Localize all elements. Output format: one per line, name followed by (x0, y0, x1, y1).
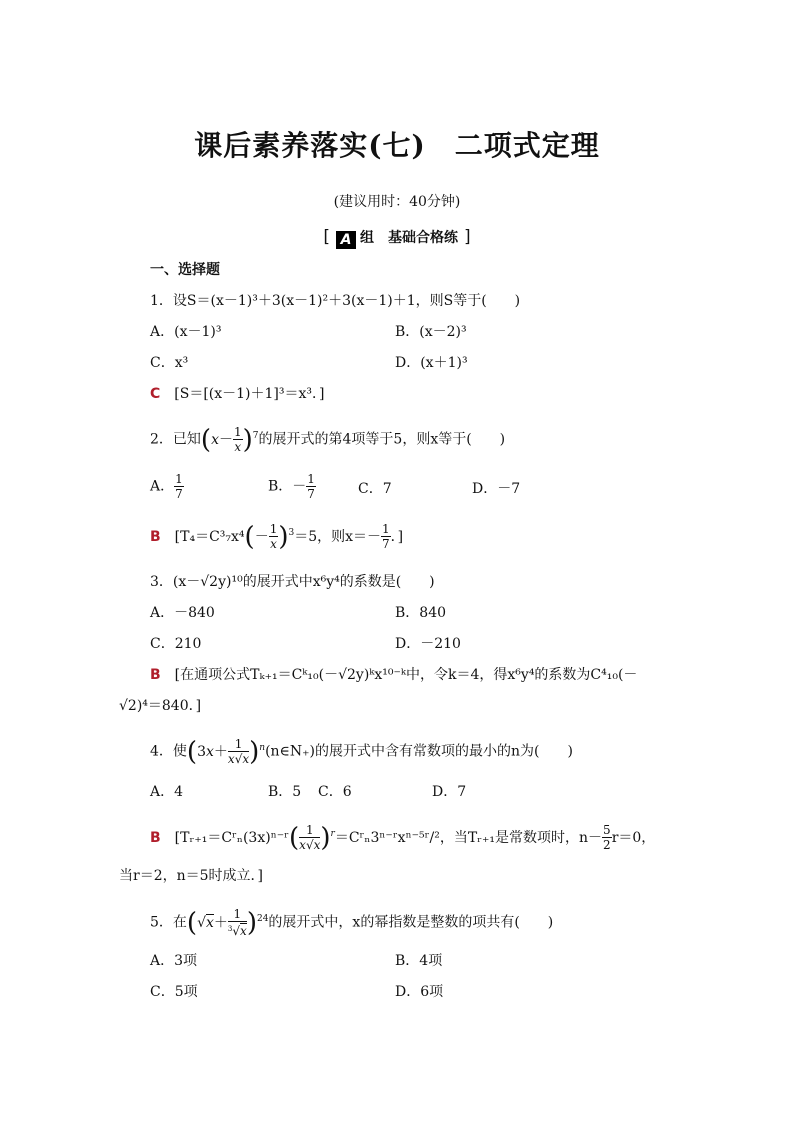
q2-expression: (x－ $\frac{1}{x}$ )$^7$ (200, 424, 259, 455)
q1-option-c: C．x³ (150, 355, 189, 371)
q2-suffix: 的展开式的第4项等于5，则x等于( ) (258, 431, 506, 448)
q4-prefix: 4．使 (150, 743, 187, 760)
group-bracket-left: [ (323, 227, 330, 247)
q4-option-c: C．6 (318, 784, 352, 800)
q5-option-a: A．3项 (150, 953, 198, 969)
q3-stem: 3．(x－√2y)¹⁰的展开式中x⁶y⁴的系数是( ) (150, 574, 435, 590)
q3-explanation-1: [在通项公式Tₖ₊₁＝Cᵏ₁₀(－√2y)ᵏx¹⁰⁻ᵏ中，令k＝4，得x⁶y⁴的系数为C⁴₁₀(－ (174, 667, 638, 683)
q5-option-d: D．6项 (395, 984, 444, 1000)
q5-stem (150, 907, 553, 938)
q3-answer: B (150, 667, 161, 683)
q1-answer: C (150, 386, 161, 402)
q4-suffix: (n∈N₊)的展开式中含有常数项的最小的n为( ) (265, 743, 573, 760)
group-heading (0, 227, 794, 249)
q3-option-d: D．－210 (395, 636, 461, 652)
q3-explanation-2: √2)⁴＝840．] (119, 698, 202, 714)
q2-stem (150, 425, 505, 454)
q2-explanation: [T₄＝C³₇x⁴(－ $\frac{1}{x}$ )$^3$＝5，则x＝－ $\frac{1}{7}$ ．] (174, 521, 404, 552)
q1-stem: 1．设S＝(x－1)³＋3(x－1)²＋3(x－1)＋1，则S等于( ) (150, 293, 521, 309)
q3-answer-line (150, 665, 637, 685)
q4-expression: (3x＋ $\frac{1}{x√x}$ )$^n$ (186, 736, 266, 767)
q2-option-d: D．－7 (472, 481, 521, 497)
q5-suffix: 的展开式中，x的幂指数是整数的项共有( ) (268, 914, 554, 931)
group-label: 基础合格练 (388, 230, 458, 246)
q1-option-d: D．(x＋1)³ (395, 355, 468, 371)
q5-option-b: B．4项 (395, 953, 443, 969)
q1-answer-line (150, 384, 324, 404)
page-title: 课后素养落实(七) 二项式定理 (194, 129, 600, 162)
q3-option-c: C．210 (150, 636, 202, 652)
group-name: 组 (360, 230, 374, 246)
section-heading: 一、选择题 (150, 262, 220, 278)
q1-option-a: A．(x－1)³ (150, 324, 222, 340)
q4-option-b: B．5 (268, 784, 302, 800)
q3-option-b: B．840 (395, 605, 447, 621)
q5-option-c: C．5项 (150, 984, 198, 1000)
group-badge: A (336, 231, 356, 249)
q2-option-a: A． $\frac{1}{7}$ (150, 472, 183, 501)
q1-option-b: B．(x－2)³ (395, 324, 467, 340)
q4-answer: B (150, 829, 161, 846)
q4-option-a: A．4 (150, 784, 184, 800)
q2-prefix: 2．已知 (150, 431, 201, 448)
group-bracket-right: ] (464, 227, 471, 247)
q2-answer-line (150, 522, 403, 551)
q3-option-a: A．－840 (150, 605, 215, 621)
q4-explanation-4: 当r＝2，n＝5时成立．] (119, 868, 263, 884)
q5-expression: (√x＋ $\frac{1}{^3√x}$ )$^{24}$ (186, 907, 269, 938)
q2-option-c: C．7 (358, 481, 392, 497)
q5-prefix: 5．在 (150, 914, 187, 931)
q1-explanation: [S＝[(x－1)＋1]³＝x³．] (174, 386, 325, 402)
time-note: (建议用时：40分钟) (333, 194, 461, 210)
q4-answer-line (150, 823, 655, 852)
q2-answer: B (150, 528, 161, 545)
q4-stem (150, 737, 573, 766)
q2-option-b: B．－ $\frac{1}{7}$ (268, 472, 315, 501)
q4-option-d: D．7 (432, 784, 467, 800)
q4-explanation: [Tᵣ₊₁＝Cʳₙ(3x)ⁿ⁻ʳ( $\frac{1}{x√x}$ )$^r$＝Cʳₙ3ⁿ⁻ʳxⁿ⁻⁵ʳ/²，当Tᵣ₊₁是常数项时，n－ $\frac{5}{2}$ r＝0， (174, 822, 656, 853)
